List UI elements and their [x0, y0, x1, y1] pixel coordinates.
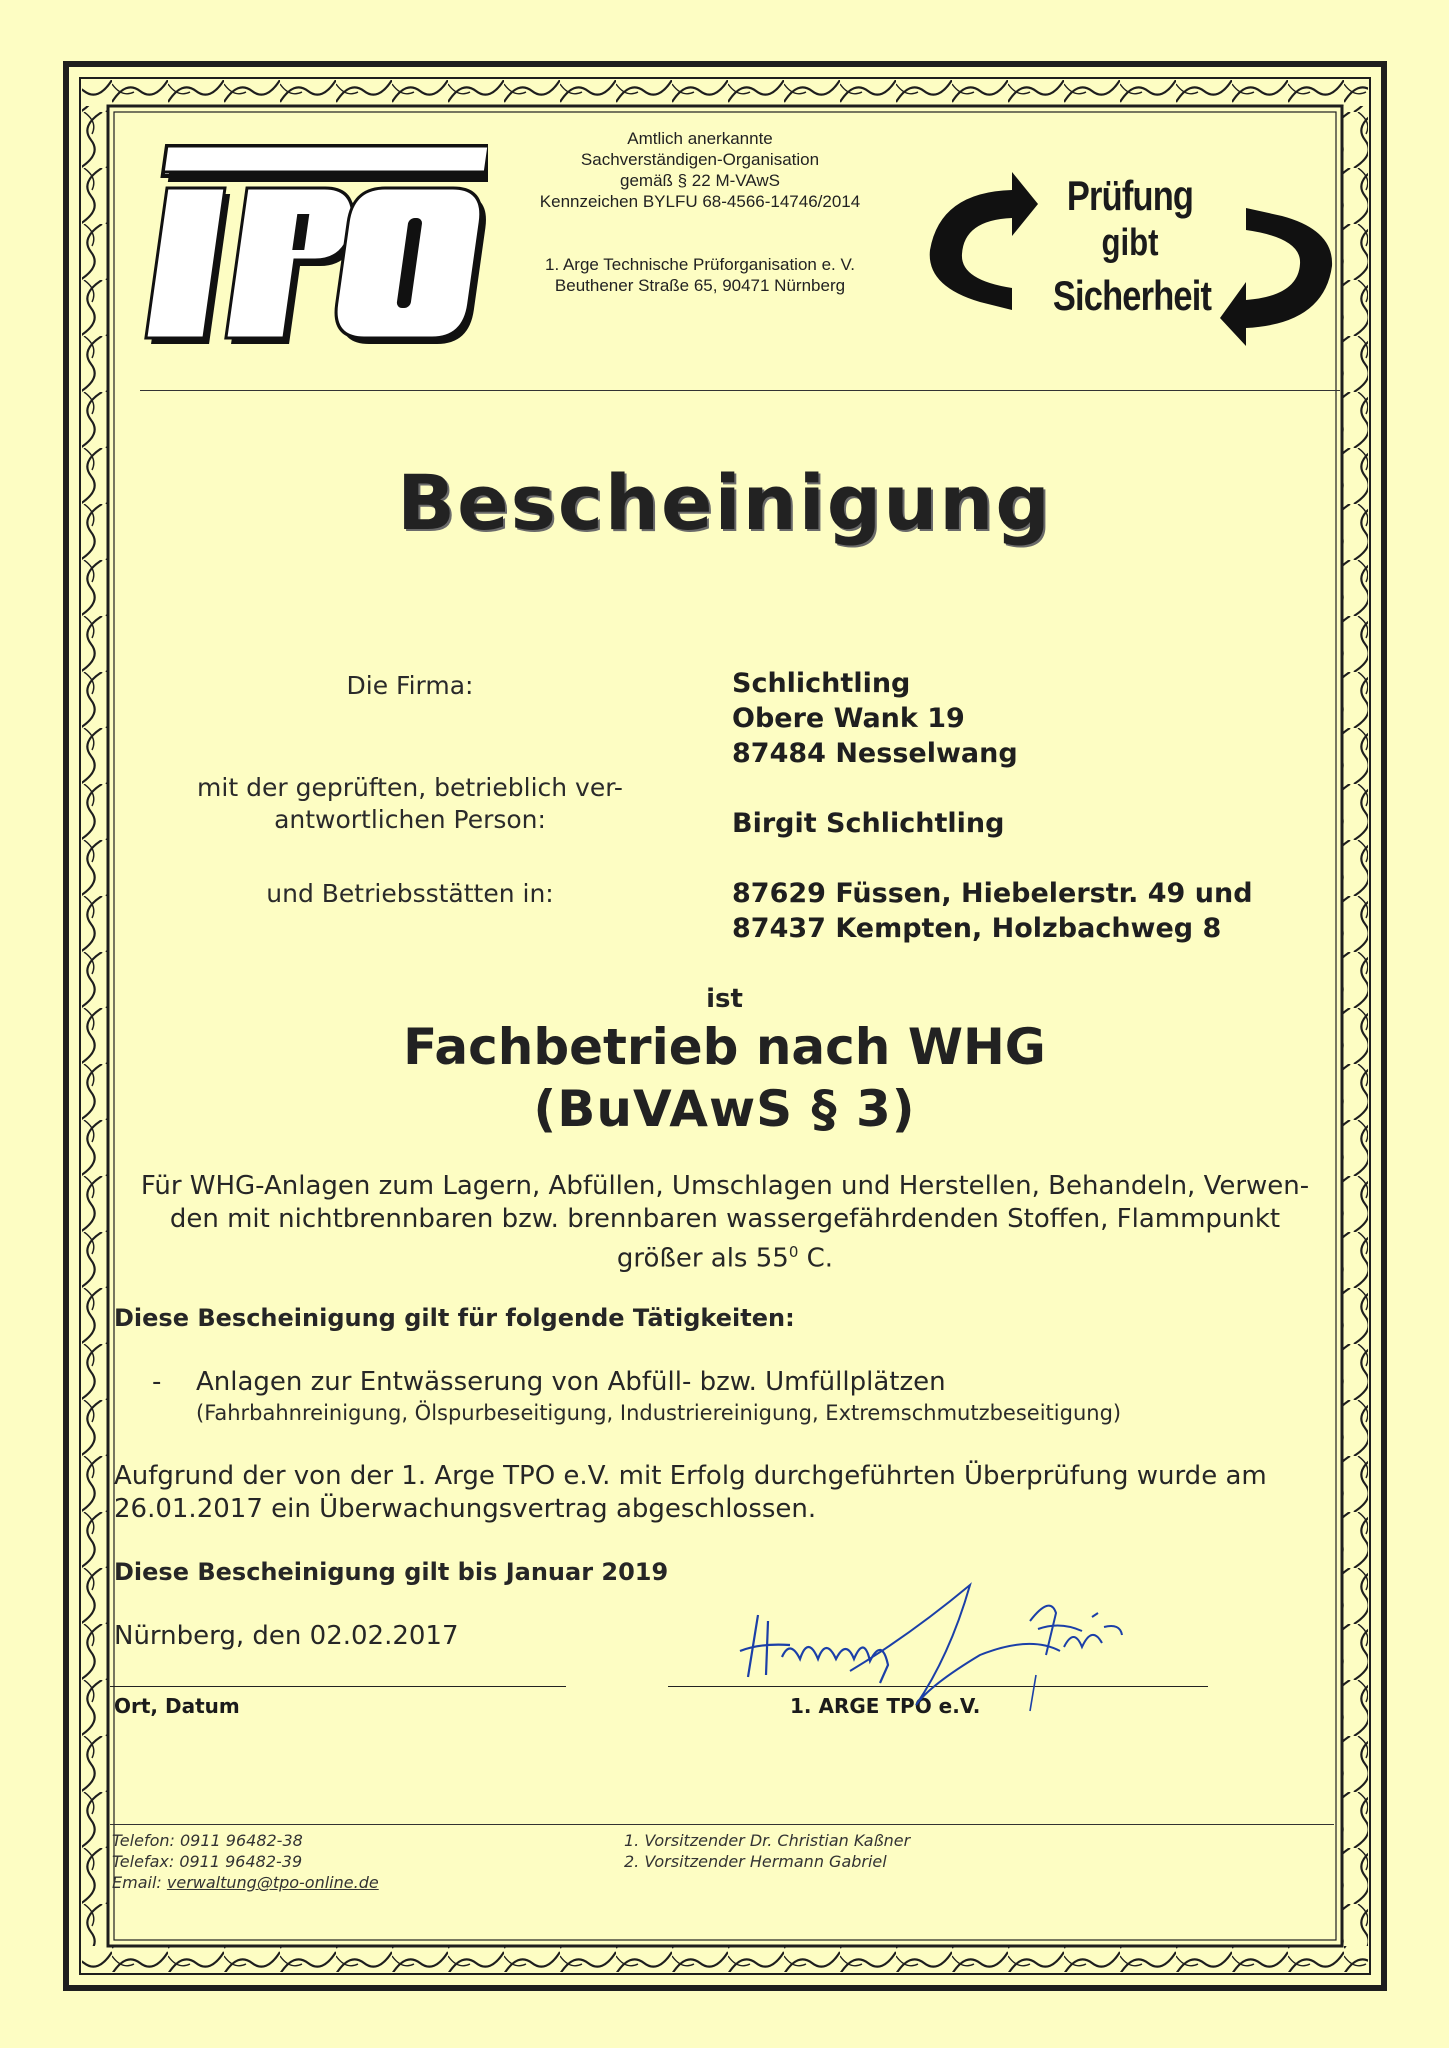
handwritten-signature [730, 1565, 1150, 1715]
place-date: Nürnberg, den 02.02.2017 [114, 1621, 459, 1651]
footer-chair2: 2. Vorsitzender Hermann Gabriel [624, 1852, 887, 1871]
org-line2: Sachverständigen-Organisation [580, 150, 820, 169]
footer-email-row: Email: verwaltung@tpo-online.de [112, 1873, 379, 1892]
firma-block [732, 666, 1332, 771]
contract-line2: 26.01.2017 ein Überwachungsvertrag abgeschlossen. [114, 1494, 817, 1524]
firma-name: Schlichtling [732, 668, 911, 699]
activities-item-detail: (Fahrbahnreinigung, Ölspurbeseitigung, Industriereinigung, Extremschmutzbeseitigung) [196, 1401, 1122, 1425]
site-2: 87437 Kempten, Holzbachweg 8 [732, 913, 1222, 944]
firma-street: Obere Wank 19 [732, 703, 965, 734]
slogan-line3: Sicherheit [1052, 272, 1212, 319]
slogan-line2: gibt [1101, 222, 1159, 264]
firma-city: 87484 Nesselwang [732, 738, 1018, 769]
scope-line1: Für WHG-Anlagen zum Lagern, Abfüllen, Umschlagen und Herstellen, Behandeln, Verwen- [140, 1171, 1310, 1201]
scope-paragraph [110, 1170, 1340, 1276]
org-address: Beuthener Straße 65, 90471 Nürnberg [554, 276, 846, 295]
org-info [490, 128, 910, 296]
slogan-line1: Prüfung [1066, 172, 1194, 219]
firma-label: Die Firma: [346, 671, 474, 700]
footer-email-link[interactable]: verwaltung@tpo-online.de [166, 1873, 379, 1892]
person-name: Birgit Schlichtling [732, 808, 1005, 839]
status-line1: Fachbetrieb nach WHG [403, 1018, 1046, 1076]
person-label-line1: mit der geprüften, betrieblich ver- [197, 773, 623, 802]
tpo-logo [138, 138, 488, 358]
footer-phone: Telefon: 0911 96482-38 [112, 1831, 303, 1850]
signer-label: 1. ARGE TPO e.V. [790, 1694, 981, 1718]
place-date-label: Ort, Datum [114, 1694, 240, 1718]
site-1: 87629 Füssen, Hiebelerstr. 49 und [732, 878, 1253, 909]
place-date-line [110, 1686, 566, 1687]
footer-divider [110, 1824, 1334, 1825]
sites-label: und Betriebsstätten in: [266, 879, 554, 908]
footer-contact [112, 1830, 612, 1893]
org-line1: Amtlich anerkannte [627, 129, 773, 148]
page-title: Bescheinigung [397, 458, 1052, 547]
ist-label: ist [706, 984, 743, 1014]
slogan-badge [920, 168, 1340, 348]
sites-block [732, 876, 1352, 946]
activities-bullet: - [152, 1367, 162, 1397]
org-name: 1. Arge Technische Prüforganisation e. V. [545, 255, 855, 274]
tpo-logo-graphic [138, 138, 488, 358]
footer-chairs [624, 1830, 1124, 1872]
degree-sign: 0 [788, 1243, 799, 1261]
org-line3: gemäß § 22 M-VAwS [620, 171, 780, 190]
contract-paragraph [114, 1460, 1344, 1526]
scope-line3: größer als $55^0$ C. [616, 1243, 834, 1274]
scope-line2: den mit nichtbrennbaren bzw. brennbaren wassergefährdenden Stoffen, Flammpunkt [169, 1204, 1281, 1234]
person-label-line2: antwortlichen Person: [274, 805, 546, 834]
org-line4: Kennzeichen BYLFU 68-4566-14746/2014 [539, 192, 861, 211]
contract-line1: Aufgrund der von der 1. Arge TPO e.V. mit Erfolg durchgeführten Überprüfung wurde am [114, 1461, 1267, 1491]
activities-heading: Diese Bescheinigung gilt für folgende Tätigkeiten: [114, 1304, 795, 1332]
header-divider [140, 390, 1340, 391]
footer-fax: Telefax: 0911 96482-39 [112, 1852, 303, 1871]
validity-statement: Diese Bescheinigung gilt bis Januar 2019 [114, 1558, 669, 1586]
footer-chair1: 1. Vorsitzender Dr. Christian Kaßner [624, 1831, 911, 1850]
status-line2: (BuVAwS § 3) [533, 1080, 916, 1138]
person-label [170, 772, 650, 836]
activities-item: Anlagen zur Entwässerung von Abfüll- bzw. Umfüllplätzen [196, 1367, 946, 1397]
